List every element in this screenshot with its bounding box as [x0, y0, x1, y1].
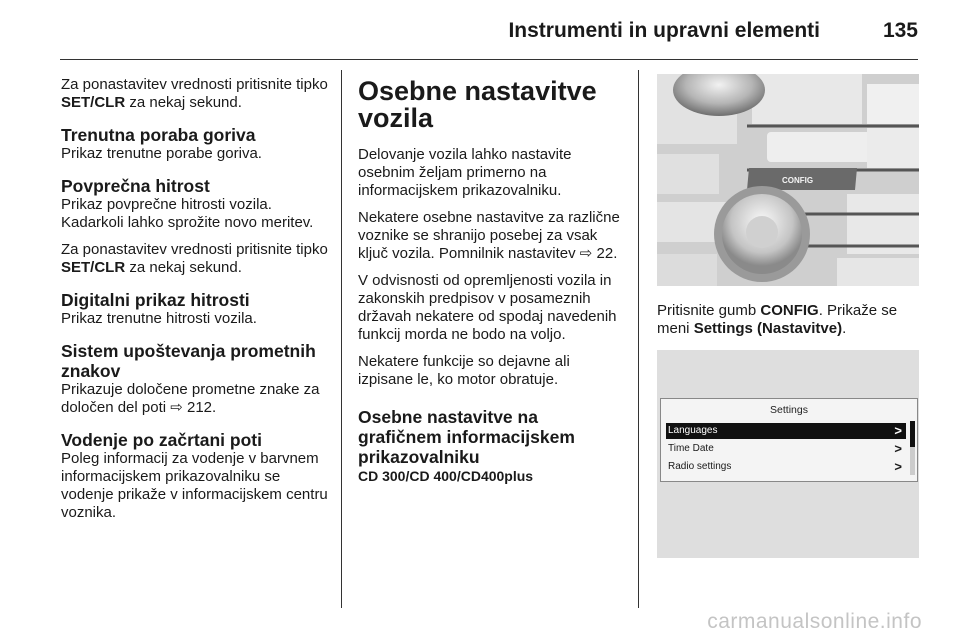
page-header-title: Instrumenti in upravni elementi — [508, 19, 820, 42]
section-text: Poleg informacij za vodenje v barvnem informacijskem prikazovalniku se vodenje prikaže v informacijskem centru voznika. — [61, 450, 328, 521]
config-button-label: CONFIG — [782, 176, 814, 185]
section-text: Prikaz trenutne porabe goriva. — [61, 145, 262, 162]
chevron-right-icon: > — [894, 459, 902, 474]
section-traffic-sign — [61, 341, 329, 417]
reference-arrow-icon: ⇨ — [579, 245, 593, 262]
menu-item-time-date[interactable]: Time Date > — [668, 441, 902, 456]
model-list: CD 300/CD 400/CD400plus — [358, 468, 534, 484]
column-middle — [358, 78, 626, 485]
chevron-right-icon: > — [894, 441, 902, 456]
column-divider-1 — [341, 70, 342, 608]
section-title: Sistem upoštevanja prometnih znakov — [61, 341, 316, 381]
chevron-right-icon: > — [894, 423, 902, 438]
section-average-speed — [61, 176, 329, 277]
page-reference[interactable]: 22. — [596, 245, 618, 262]
section-title: Vodenje po začrtani poti — [61, 430, 262, 450]
column-left — [61, 76, 329, 531]
section-current-fuel — [61, 125, 329, 163]
section-heading: Osebne nastavitve vozila — [358, 76, 597, 133]
reset-instruction: Za ponastavitev vrednosti pritisnite tipko SET/CLR za nekaj sekund. — [61, 76, 328, 111]
section-text: Prikaz povprečne hitrosti vozila. Kadarkoli lahko sprožite novo meritev. — [61, 196, 314, 231]
control-panel-illustration — [657, 74, 919, 286]
menu-scrollbar-thumb[interactable] — [910, 421, 915, 447]
subsection-title: Osebne nastavitve na grafičnem informacijskem prikazovalniku — [358, 407, 575, 467]
settings-display — [660, 398, 918, 482]
paragraph: V odvisnosti od opremljenosti vozila in zakonskih predpisov v posameznih državah nekatere od spodaj navedenih funkcij morda ne bodo na voljo. — [358, 272, 617, 343]
dashboard-photo — [657, 74, 919, 286]
menu-item-languages[interactable]: Languages > — [666, 423, 906, 439]
section-digital-speed — [61, 290, 329, 328]
settings-display-title: Settings — [770, 404, 808, 416]
section-text: Prikazuje določene prometne znake za določen del poti ⇨ 212. — [61, 381, 320, 416]
paragraph: Nekatere funkcije so dejavne ali izpisane le, ko motor obratuje. — [358, 353, 570, 388]
reset-instruction: Za ponastavitev vrednosti pritisnite tipko SET/CLR za nekaj sekund. — [61, 241, 328, 276]
page-reference[interactable]: 212. — [187, 399, 217, 416]
menu-item-radio-settings[interactable]: Radio settings > — [668, 459, 902, 474]
reference-arrow-icon: ⇨ — [170, 399, 183, 416]
header-divider — [60, 59, 918, 60]
photo-caption: Pritisnite gumb CONFIG. Prikaže se meni Settings (Nastavitve). — [657, 302, 898, 337]
section-title: Povprečna hitrost — [61, 176, 210, 196]
paragraph: Delovanje vozila lahko nastavite osebnim željam primerno na informacijskem prikazovalniku. — [358, 146, 572, 199]
section-text: Prikaz trenutne hitrosti vozila. — [61, 310, 257, 327]
watermark: carmanualsonline.info — [707, 610, 922, 633]
section-title: Trenutna poraba goriva — [61, 125, 256, 145]
page-number: 135 — [882, 19, 918, 42]
section-route-guidance — [61, 430, 329, 522]
paragraph: Nekatere osebne nastavitve za različne voznike se shranijo posebej za vsak ključ vozila. Pomnilnik nastavitev ⇨ 22. — [358, 209, 620, 262]
menu-scrollbar[interactable] — [910, 421, 915, 475]
column-divider-2 — [638, 70, 639, 608]
section-title: Digitalni prikaz hitrosti — [61, 290, 250, 310]
